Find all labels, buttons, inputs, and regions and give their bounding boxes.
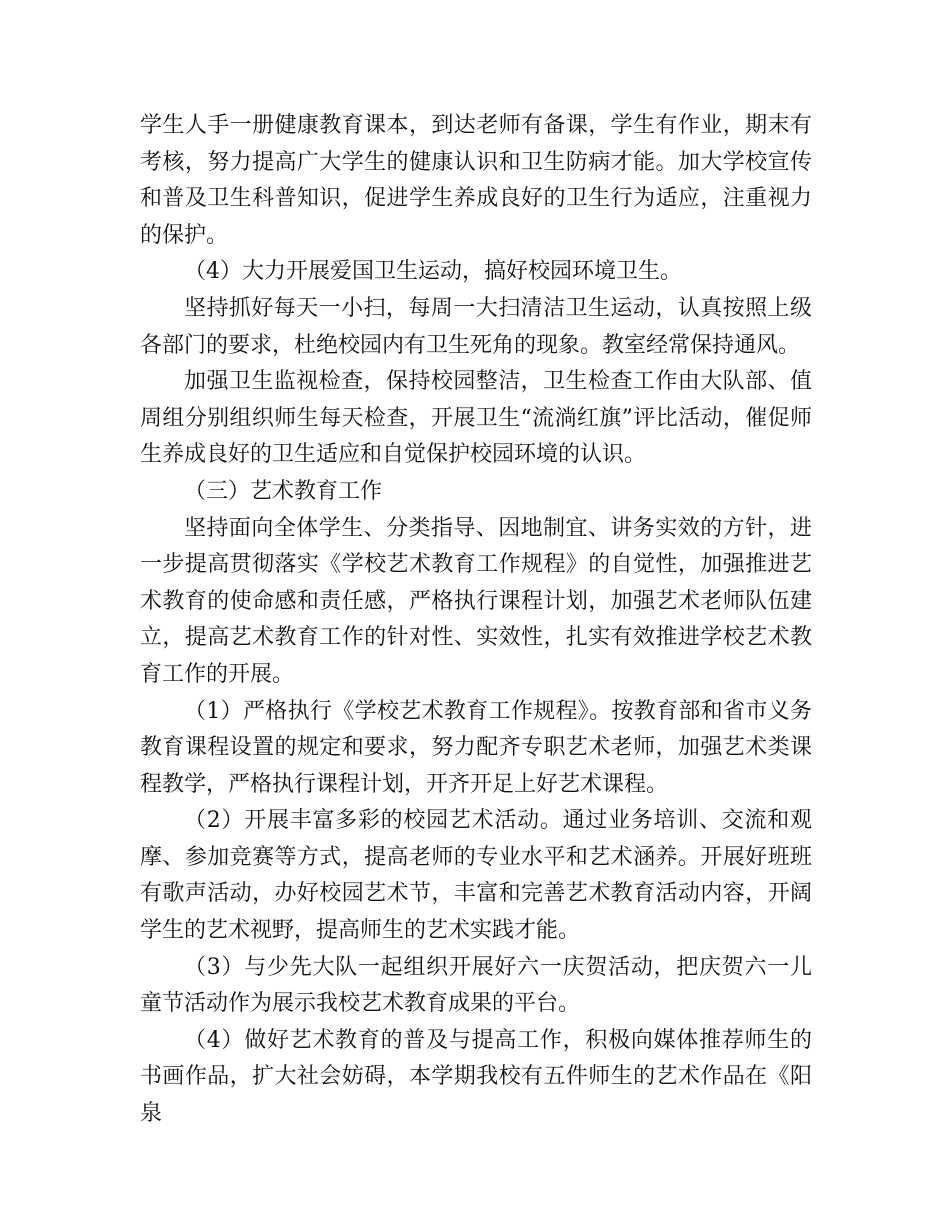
paragraph-patriotic-hygiene-heading: （4）大力开展爱国卫生运动，搞好校园环境卫生。 xyxy=(184,259,682,285)
section-heading-art-education: （三）艺术教育工作 xyxy=(184,478,383,504)
paragraph-art-regulations: （1）严格执行《学校艺术教育工作规程》。按教育部和省市义务教育课程设置的规定和要求，努力配齐专职艺术老师，加强艺术类课程教学，严格执行课程计划，开齐开足上好艺术课程。 xyxy=(140,698,812,797)
paragraph-hygiene-inspection: 加强卫生监视检查，保持校园整洁，卫生检查工作由大队部、值周组分别组织师生每天检查，开展卫生“流淌红旗”评比活动，催促师生养成良好的卫生适应和自觉保护校园环境的认识。 xyxy=(140,369,812,468)
document-page xyxy=(140,108,812,1133)
paragraph-childrens-day: （3）与少先大队一起组织开展好六一庆贺活动，把庆贺六一儿童节活动作为展示我校艺术教育成果的平台。 xyxy=(140,954,812,1017)
paragraph-art-education-policy: 坚持面向全体学生、分类指导、因地制宜、讲务实效的方针，进一步提高贯彻落实《学校艺术教育工作规程》的自觉性，加强推进艺术教育的使命感和责任感，严格执行课程计划，加强艺术老师队伍建立，提高艺术教育工作的针对性、实效性，扎实有效推进学校艺术教育工作的开展。 xyxy=(140,515,812,687)
paragraph-campus-art-activities: （2）开展丰富多彩的校园艺术活动。通过业务培训、交流和观摩、参加竞赛等方式，提高老师的专业水平和艺术涵养。开展好班班有歌声活动，办好校园艺术节，丰富和完善艺术教育活动内容，开阔学生的艺术视野，提高师生的艺术实践才能。 xyxy=(140,808,812,944)
paragraph-health-textbook: 学生人手一册健康教育课本，到达老师有备课，学生有作业，期末有考核，努力提高广大学生的健康认识和卫生防病才能。加大学校宣传和普及卫生科普知识，促进学生养成良好的卫生行为适应，注重视力的保护。 xyxy=(140,113,812,248)
paragraph-daily-cleaning: 坚持抓好每天一小扫，每周一大扫清洁卫生运动，认真按照上级各部门的要求，杜绝校园内有卫生死角的现象。教室经常保持通风。 xyxy=(140,295,812,358)
paragraph-art-promotion: （4）做好艺术教育的普及与提高工作，积极向媒体推荐师生的书画作品，扩大社会妨碍，本学期我校有五件师生的艺术作品在《阳泉 xyxy=(140,1027,812,1127)
